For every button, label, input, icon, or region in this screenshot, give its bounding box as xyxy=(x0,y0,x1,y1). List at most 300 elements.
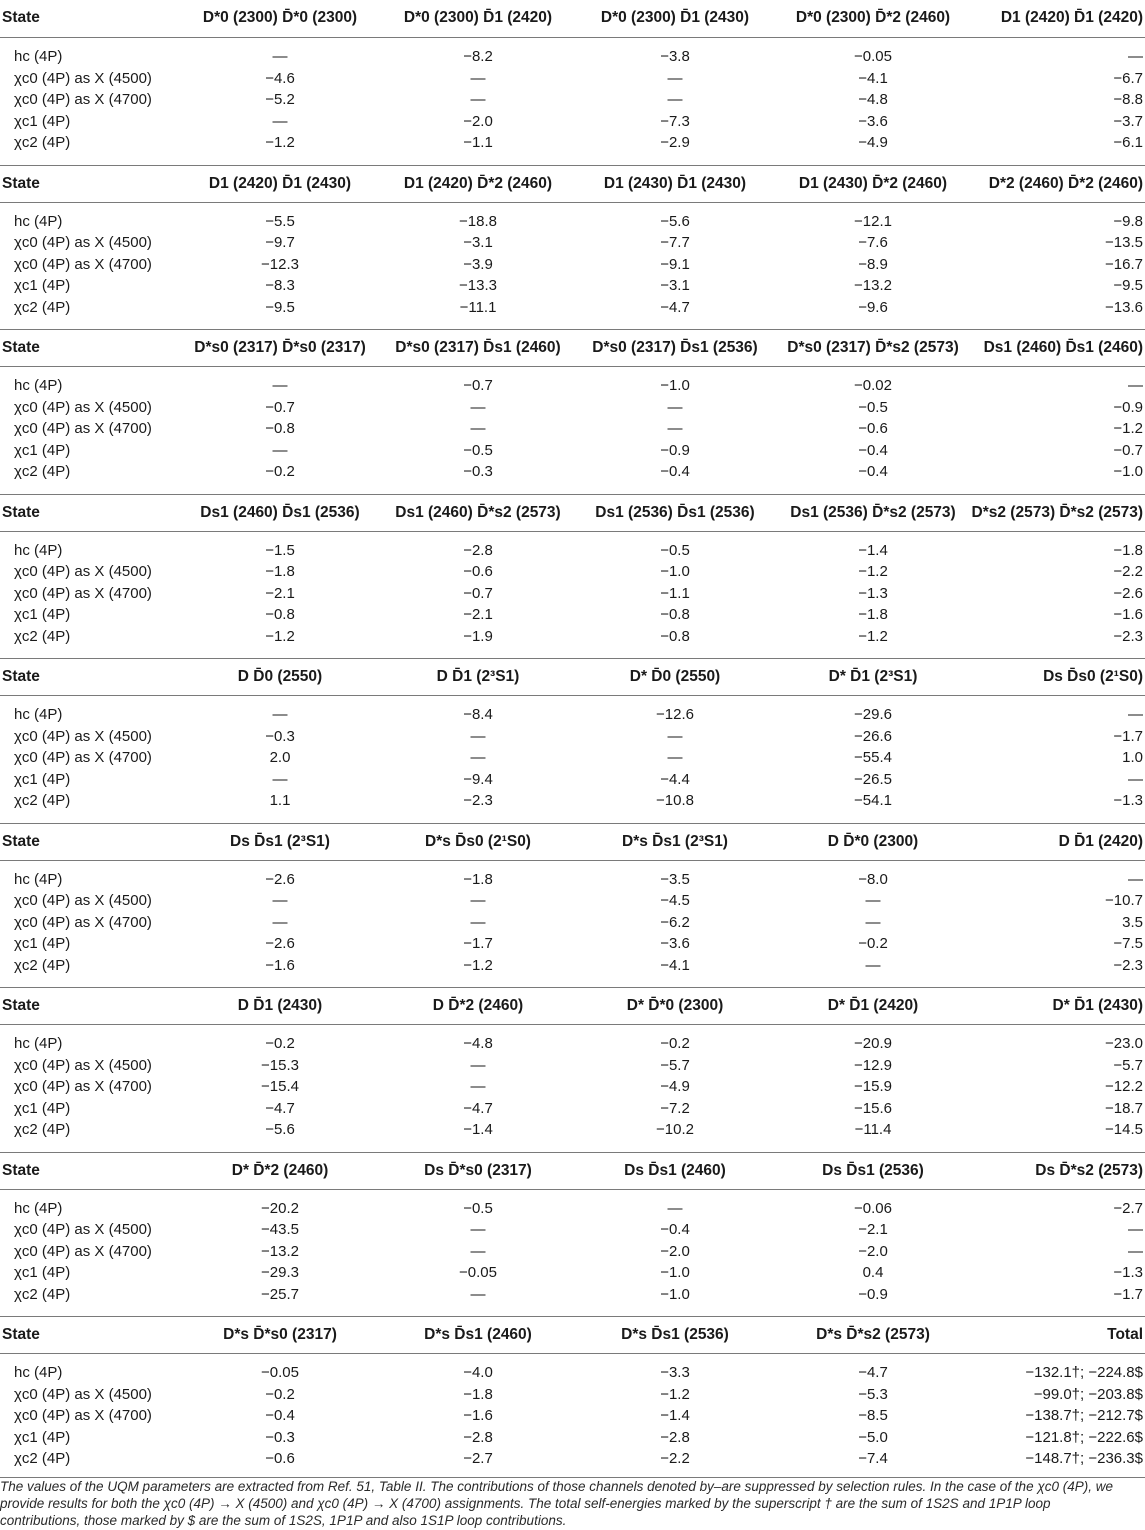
state-label: hc (4P) xyxy=(14,212,63,230)
state-label: χc1 (4P) xyxy=(14,441,71,459)
table-cell: −26.6 xyxy=(854,727,892,745)
table-row xyxy=(0,233,1145,255)
table-cell: −2.1 xyxy=(463,606,493,623)
header-row xyxy=(0,987,1145,1025)
table-cell: −10.7 xyxy=(1105,892,1143,909)
table-cell: −2.8 xyxy=(660,1428,690,1446)
table-row xyxy=(0,47,1145,69)
table-cell: −2.6 xyxy=(1113,584,1143,602)
table-cell: −8.8 xyxy=(1113,91,1143,108)
table-cell: −3.7 xyxy=(1113,112,1143,130)
table-cell: −1.7 xyxy=(1113,727,1143,745)
table-cell: −18.7 xyxy=(1105,1099,1143,1117)
table-row xyxy=(0,419,1145,441)
table-row xyxy=(0,562,1145,584)
table-block xyxy=(0,658,1145,823)
channel-header: D*s0 (2317) D̄*s0 (2317) xyxy=(194,339,366,356)
table-cell: −0.9 xyxy=(1113,398,1143,416)
state-column-header: State xyxy=(2,339,40,356)
table-cell: −0.8 xyxy=(265,420,295,437)
table-cell: −4.5 xyxy=(660,892,690,909)
table-cell: −121.8†; −222.6$ xyxy=(1025,1428,1143,1446)
table-cell: — xyxy=(470,69,486,87)
table-cell: −0.5 xyxy=(858,398,888,416)
table-cell: — xyxy=(1128,1221,1143,1238)
state-label: χc0 (4P) as X (4700) xyxy=(14,584,152,602)
channel-header: Ds1 (2460) D̄*s2 (2573) xyxy=(395,503,561,521)
table-cell: −1.8 xyxy=(1113,541,1143,559)
footnote-line-1: The values of the UQM parameters are extracted from Ref. 51, Table II. The contributions of those channels denoted by–are suppressed by selection rules. In the case of the χc0 (4P), we xyxy=(0,1479,1113,1494)
table-cell: −5.7 xyxy=(1113,1056,1143,1074)
state-label: χc0 (4P) as X (4500) xyxy=(14,563,152,580)
table-cell: −0.2 xyxy=(265,1385,295,1403)
table-cell: −1.2 xyxy=(265,134,295,151)
table-row xyxy=(0,791,1145,813)
table-cell: −1.5 xyxy=(265,541,295,559)
table-cell: −7.6 xyxy=(858,234,888,251)
channel-header: D*0 (2300) D̄*0 (2300) xyxy=(202,9,358,26)
channel-header: D*s D̄s1 (2³S1) xyxy=(622,832,728,850)
table-cell: −0.5 xyxy=(660,541,690,559)
channel-header: Ds D̄s1 (2460) xyxy=(624,1161,726,1179)
table-row xyxy=(0,891,1145,913)
header-row xyxy=(0,329,1145,367)
table-cell: −12.2 xyxy=(1105,1078,1143,1095)
table-cell: −3.6 xyxy=(858,112,888,130)
channel-header: D D̄1 (2420) xyxy=(1058,832,1143,850)
table-cell: — xyxy=(1128,48,1143,65)
table-cell: −2.3 xyxy=(463,792,493,809)
table-cell: −13.2 xyxy=(854,277,892,294)
state-label: χc1 (4P) xyxy=(14,1264,71,1281)
table-cell: −2.6 xyxy=(265,870,295,888)
table-cell: −9.1 xyxy=(660,255,690,273)
table-cell: −1.6 xyxy=(463,1407,493,1424)
table-cell: — xyxy=(865,892,881,909)
table-row xyxy=(0,1056,1145,1078)
table-cell: −10.2 xyxy=(656,1121,694,1138)
state-column-header: State xyxy=(2,174,40,192)
table-cell: −99.0†; −203.8$ xyxy=(1033,1385,1143,1403)
channel-header: Ds D̄s0 (2¹S0) xyxy=(1043,668,1143,685)
state-column-header: State xyxy=(2,1326,40,1343)
table-cell: −8.5 xyxy=(858,1407,888,1424)
table-cell: — xyxy=(470,727,486,745)
table-cell: −1.3 xyxy=(1113,1264,1143,1281)
table-cell: — xyxy=(272,913,288,931)
table-row xyxy=(0,1034,1145,1056)
table-cell: −1.4 xyxy=(463,1121,493,1138)
table-row xyxy=(0,1199,1145,1221)
state-column-header: State xyxy=(2,668,40,685)
table-cell: −0.7 xyxy=(1113,441,1143,459)
state-label: χc2 (4P) xyxy=(14,792,71,809)
table-cell: −9.5 xyxy=(1113,277,1143,294)
table-row xyxy=(0,913,1145,935)
state-label: χc0 (4P) as X (4500) xyxy=(14,398,152,416)
table-cell: −54.1 xyxy=(854,792,892,809)
table-cell: −0.4 xyxy=(660,463,690,480)
table-cell: −1.0 xyxy=(660,563,690,580)
table-cell: −138.7†; −212.7$ xyxy=(1025,1407,1143,1424)
table-cell: −5.7 xyxy=(660,1056,690,1074)
table-cell: −6.2 xyxy=(660,913,690,931)
channel-header: D D̄*0 (2300) xyxy=(827,832,919,850)
state-label: hc (4P) xyxy=(14,870,63,888)
table-cell: −0.2 xyxy=(660,1035,690,1052)
table-cell: −1.2 xyxy=(265,627,295,645)
table-cell: −2.1 xyxy=(858,1221,888,1238)
table-cell: −3.6 xyxy=(660,935,690,952)
table-cell: −0.6 xyxy=(265,1450,295,1467)
state-label: χc0 (4P) as X (4700) xyxy=(14,913,152,931)
table-cell: −1.3 xyxy=(1113,792,1143,809)
table-cell: −55.4 xyxy=(854,749,892,766)
table-row xyxy=(0,584,1145,606)
table-cell: −0.4 xyxy=(265,1407,295,1424)
table-cell: −1.0 xyxy=(660,1264,690,1281)
table-cell: — xyxy=(470,1056,486,1074)
table-cell: −0.2 xyxy=(265,1035,295,1052)
table-cell: −29.6 xyxy=(854,706,892,723)
table-cell: −5.0 xyxy=(858,1428,888,1446)
state-label: χc1 (4P) xyxy=(14,935,71,952)
channel-header: Ds D̄s1 (2³S1) xyxy=(230,832,330,850)
state-label: χc1 (4P) xyxy=(14,277,71,294)
table-cell: −1.2 xyxy=(858,627,888,645)
state-label: χc1 (4P) xyxy=(14,112,71,130)
table-cell: — xyxy=(470,398,486,416)
table-cell: −8.9 xyxy=(858,255,888,273)
table-cell: −2.6 xyxy=(265,935,295,952)
table-row xyxy=(0,770,1145,792)
channel-header: D*s0 (2317) D̄s1 (2460) xyxy=(395,339,561,356)
state-label: χc0 (4P) as X (4500) xyxy=(14,727,152,745)
table-cell: −1.7 xyxy=(1113,1285,1143,1303)
table-cell: 3.5 xyxy=(1122,913,1143,931)
table-cell: — xyxy=(667,1199,683,1217)
table-cell: −0.4 xyxy=(858,463,888,480)
state-label: χc0 (4P) as X (4500) xyxy=(14,1221,152,1238)
state-column-header: State xyxy=(2,832,40,850)
table-cell: −1.6 xyxy=(1113,606,1143,623)
state-label: χc0 (4P) as X (4700) xyxy=(14,91,152,108)
table-cell: −16.7 xyxy=(1105,255,1143,273)
table-row xyxy=(0,1406,1145,1428)
table-cell: −1.0 xyxy=(660,1285,690,1303)
table-row xyxy=(0,1099,1145,1121)
table-cell: −1.1 xyxy=(463,134,493,151)
table-cell: −4.0 xyxy=(463,1364,493,1381)
table-cell: −14.5 xyxy=(1105,1121,1143,1138)
state-label: χc1 (4P) xyxy=(14,770,71,788)
table-row xyxy=(0,705,1145,727)
table-row xyxy=(0,376,1145,398)
table-cell: — xyxy=(667,69,683,87)
table-row xyxy=(0,1077,1145,1099)
state-label: χc0 (4P) as X (4700) xyxy=(14,1407,152,1424)
table-cell: −0.7 xyxy=(265,398,295,416)
state-label: χc0 (4P) as X (4500) xyxy=(14,892,152,909)
table-cell: −20.2 xyxy=(261,1199,299,1217)
table-cell: −1.9 xyxy=(463,627,493,645)
table-cell: −2.3 xyxy=(1113,956,1143,974)
table-cell: −2.2 xyxy=(660,1450,690,1467)
table-cell: −15.6 xyxy=(854,1099,892,1117)
channel-header: D1 (2420) D̄1 (2430) xyxy=(208,174,352,192)
table-cell: −7.5 xyxy=(1113,935,1143,952)
table-row xyxy=(0,441,1145,463)
table-cell: −9.6 xyxy=(858,298,888,316)
table-cell: — xyxy=(1128,770,1143,788)
table-cell: — xyxy=(470,1285,486,1303)
table-cell: −1.2 xyxy=(660,1385,690,1403)
table-cell: −3.9 xyxy=(463,255,493,273)
table-cell: −5.6 xyxy=(265,1121,295,1138)
table-cell: −43.5 xyxy=(261,1221,299,1238)
state-label: χc0 (4P) as X (4700) xyxy=(14,749,152,766)
table-cell: −0.8 xyxy=(660,606,690,623)
channel-header: D* D̄1 (2420) xyxy=(827,997,919,1014)
table-cell: −6.1 xyxy=(1113,134,1143,151)
table-cell: −4.8 xyxy=(463,1035,493,1052)
table-cell: — xyxy=(470,1221,486,1238)
table-row xyxy=(0,298,1145,320)
table-block xyxy=(0,494,1145,659)
table-cell: −7.2 xyxy=(660,1099,690,1117)
table-cell: — xyxy=(272,770,288,788)
table-cell: 1.1 xyxy=(269,792,291,809)
table-cell: −4.4 xyxy=(660,770,690,788)
table-cell: −0.6 xyxy=(463,563,493,580)
table-cell: −12.1 xyxy=(854,212,892,230)
table-cell: — xyxy=(470,913,486,931)
table-cell: — xyxy=(667,420,683,437)
table-cell: −0.2 xyxy=(858,935,888,952)
channel-header: D*s D̄s1 (2536) xyxy=(621,1326,729,1343)
table-cell: — xyxy=(667,749,683,766)
table-row xyxy=(0,1449,1145,1471)
table-cell: −1.0 xyxy=(660,377,690,394)
table-row xyxy=(0,255,1145,277)
header-row xyxy=(0,1152,1145,1190)
state-label: χc0 (4P) as X (4500) xyxy=(14,1385,152,1403)
table-cell: −3.1 xyxy=(463,234,493,251)
channel-header: D*s D̄*s2 (2573) xyxy=(816,1326,930,1343)
table-cell: −1.6 xyxy=(265,956,295,974)
table-cell: −2.7 xyxy=(1113,1199,1143,1217)
table-cell: — xyxy=(470,749,486,766)
table-cell: −0.7 xyxy=(463,377,493,394)
table-cell: −4.8 xyxy=(858,91,888,108)
table-bottom-rule xyxy=(0,1477,1145,1478)
state-column-header: State xyxy=(2,1161,40,1179)
table-cell: −4.7 xyxy=(660,298,690,316)
channel-header: D*s2 (2573) D̄*s2 (2573) xyxy=(971,503,1143,521)
table-cell: — xyxy=(1128,1242,1143,1260)
table-cell: −23.0 xyxy=(1105,1035,1143,1052)
table-cell: — xyxy=(470,420,486,437)
state-label: χc0 (4P) as X (4700) xyxy=(14,420,152,437)
header-row xyxy=(0,1316,1145,1354)
table-row xyxy=(0,1242,1145,1264)
table-cell: −1.2 xyxy=(858,563,888,580)
table-cell: −7.7 xyxy=(660,234,690,251)
table-cell: −7.3 xyxy=(660,112,690,130)
table-cell: −1.4 xyxy=(660,1407,690,1424)
channel-header: D*s0 (2317) D̄*s2 (2573) xyxy=(787,339,959,356)
table-row xyxy=(0,462,1145,484)
channel-header: Ds1 (2536) D̄*s2 (2573) xyxy=(790,503,956,521)
table-cell: −2.8 xyxy=(463,541,493,559)
channel-header: Ds1 (2460) D̄s1 (2536) xyxy=(200,503,360,521)
table-cell: −0.5 xyxy=(463,1199,493,1217)
table-cell: −3.3 xyxy=(660,1364,690,1381)
table-cell: −8.4 xyxy=(463,706,493,723)
table-block xyxy=(0,1316,1145,1481)
table-row xyxy=(0,212,1145,234)
table-row xyxy=(0,605,1145,627)
table-cell: −10.8 xyxy=(656,792,694,809)
state-label: hc (4P) xyxy=(14,377,63,394)
table-row xyxy=(0,90,1145,112)
state-label: χc0 (4P) as X (4500) xyxy=(14,1056,152,1074)
table-row xyxy=(0,1363,1145,1385)
channel-header: D D̄1 (2³S1) xyxy=(436,668,520,685)
table-row xyxy=(0,69,1145,91)
state-label: χc2 (4P) xyxy=(14,1285,71,1303)
table-cell: −4.7 xyxy=(265,1099,295,1117)
table-cell: −0.9 xyxy=(858,1285,888,1303)
state-label: χc2 (4P) xyxy=(14,1121,71,1138)
state-column-header: State xyxy=(2,997,40,1014)
table-cell: −0.6 xyxy=(858,420,888,437)
table-cell: −148.7†; −236.3$ xyxy=(1025,1450,1143,1467)
table-cell: — xyxy=(272,441,288,459)
table-cell: — xyxy=(1128,706,1143,723)
table-cell: −3.5 xyxy=(660,870,690,888)
state-label: χc1 (4P) xyxy=(14,1428,71,1446)
table-cell: −5.2 xyxy=(265,91,295,108)
table-cell: −2.3 xyxy=(1113,627,1143,645)
table-block xyxy=(0,329,1145,494)
table-cell: — xyxy=(667,727,683,745)
table-cell: −4.7 xyxy=(463,1099,493,1117)
table-cell: — xyxy=(470,1078,486,1095)
table-cell: −2.0 xyxy=(858,1242,888,1260)
table-cell: — xyxy=(667,91,683,108)
state-label: hc (4P) xyxy=(14,706,63,723)
table-cell: −0.05 xyxy=(459,1264,497,1281)
table-cell: −1.3 xyxy=(858,584,888,602)
channel-header: D1 (2420) D̄*2 (2460) xyxy=(403,174,553,192)
state-label: χc2 (4P) xyxy=(14,134,71,151)
table-cell: 2.0 xyxy=(269,749,291,766)
table-cell: −2.9 xyxy=(660,134,690,151)
table-cell: −0.9 xyxy=(660,441,690,459)
channel-header: Ds D̄*s0 (2317) xyxy=(424,1161,532,1179)
channel-header: Ds1 (2536) D̄s1 (2536) xyxy=(595,503,755,521)
channel-header: D D̄0 (2550) xyxy=(237,668,323,685)
channel-header: Ds D̄s1 (2536) xyxy=(822,1161,924,1179)
state-label: χc2 (4P) xyxy=(14,463,71,480)
state-label: hc (4P) xyxy=(14,48,63,65)
header-row xyxy=(0,0,1145,38)
table-row xyxy=(0,1428,1145,1450)
header-row xyxy=(0,658,1145,696)
table-block xyxy=(0,987,1145,1152)
state-label: χc0 (4P) as X (4500) xyxy=(14,234,152,251)
footnote-line-3: contributions, those marked by $ are the sum of 1S2S, 1P1P and also 1S1P loop contributions. xyxy=(0,1512,567,1528)
table-cell: −2.7 xyxy=(463,1450,493,1467)
table-cell: −4.7 xyxy=(858,1364,888,1381)
channel-header: Ds D̄*s2 (2573) xyxy=(1035,1161,1143,1179)
state-column-header: State xyxy=(2,503,40,521)
table-cell: −0.2 xyxy=(265,463,295,480)
table-cell: — xyxy=(272,892,288,909)
table-cell: −4.1 xyxy=(858,69,888,87)
channel-header: Total xyxy=(1107,1326,1143,1343)
table-cell: — xyxy=(272,377,288,394)
table-row xyxy=(0,870,1145,892)
table-cell: −15.9 xyxy=(854,1078,892,1095)
channel-header: D* D̄0 (2550) xyxy=(629,668,721,685)
table-cell: — xyxy=(865,956,881,974)
table-cell: −0.3 xyxy=(265,727,295,745)
footnote-line-2: provide results for both the χc0 (4P) → X (4500) and χc0 (4P) → X (4700) assignments. The total self-energies marked by the superscript † are the sum of 1S2S and 1P1P loop xyxy=(0,1495,1051,1511)
header-row xyxy=(0,165,1145,203)
table-cell: −1.4 xyxy=(858,541,888,559)
channel-header: D* D̄*0 (2300) xyxy=(626,997,724,1014)
table-cell: −13.6 xyxy=(1105,298,1143,316)
table-cell: — xyxy=(865,913,881,931)
table-cell: −5.5 xyxy=(265,212,295,230)
table-cell: −2.2 xyxy=(1113,563,1143,580)
state-label: χc0 (4P) as X (4500) xyxy=(14,69,152,87)
state-label: hc (4P) xyxy=(14,1199,63,1217)
table-cell: −1.8 xyxy=(265,563,295,580)
table-row xyxy=(0,727,1145,749)
state-label: χc0 (4P) as X (4700) xyxy=(14,1242,152,1260)
table-cell: −26.5 xyxy=(854,770,892,788)
table-cell: −0.3 xyxy=(463,463,493,480)
channel-header: D D̄*2 (2460) xyxy=(432,997,524,1014)
table-cell: −9.4 xyxy=(463,770,493,788)
channel-header: D* D̄*2 (2460) xyxy=(231,1161,329,1179)
channel-header: D*s0 (2317) D̄s1 (2536) xyxy=(592,339,758,356)
table-cell: — xyxy=(470,892,486,909)
table-cell: −0.05 xyxy=(261,1364,299,1381)
table-row xyxy=(0,934,1145,956)
channel-header: D1 (2430) D̄1 (2430) xyxy=(603,174,747,192)
table-cell: — xyxy=(470,91,486,108)
table-cell: −4.9 xyxy=(858,134,888,151)
state-label: χc1 (4P) xyxy=(14,1099,71,1117)
channel-header: D*0 (2300) D̄1 (2430) xyxy=(600,9,750,26)
table-cell: −12.3 xyxy=(261,255,299,273)
table-cell: −8.3 xyxy=(265,277,295,294)
table-row xyxy=(0,1385,1145,1407)
state-label: hc (4P) xyxy=(14,541,63,559)
table-cell: — xyxy=(272,112,288,130)
state-label: hc (4P) xyxy=(14,1364,63,1381)
table-cell: — xyxy=(470,1242,486,1260)
table-cell: −12.6 xyxy=(656,706,694,723)
table-cell: −5.6 xyxy=(660,212,690,230)
channel-header: D D̄1 (2430) xyxy=(237,997,323,1014)
table-cell: −1.0 xyxy=(1113,463,1143,480)
table-cell: −2.0 xyxy=(660,1242,690,1260)
